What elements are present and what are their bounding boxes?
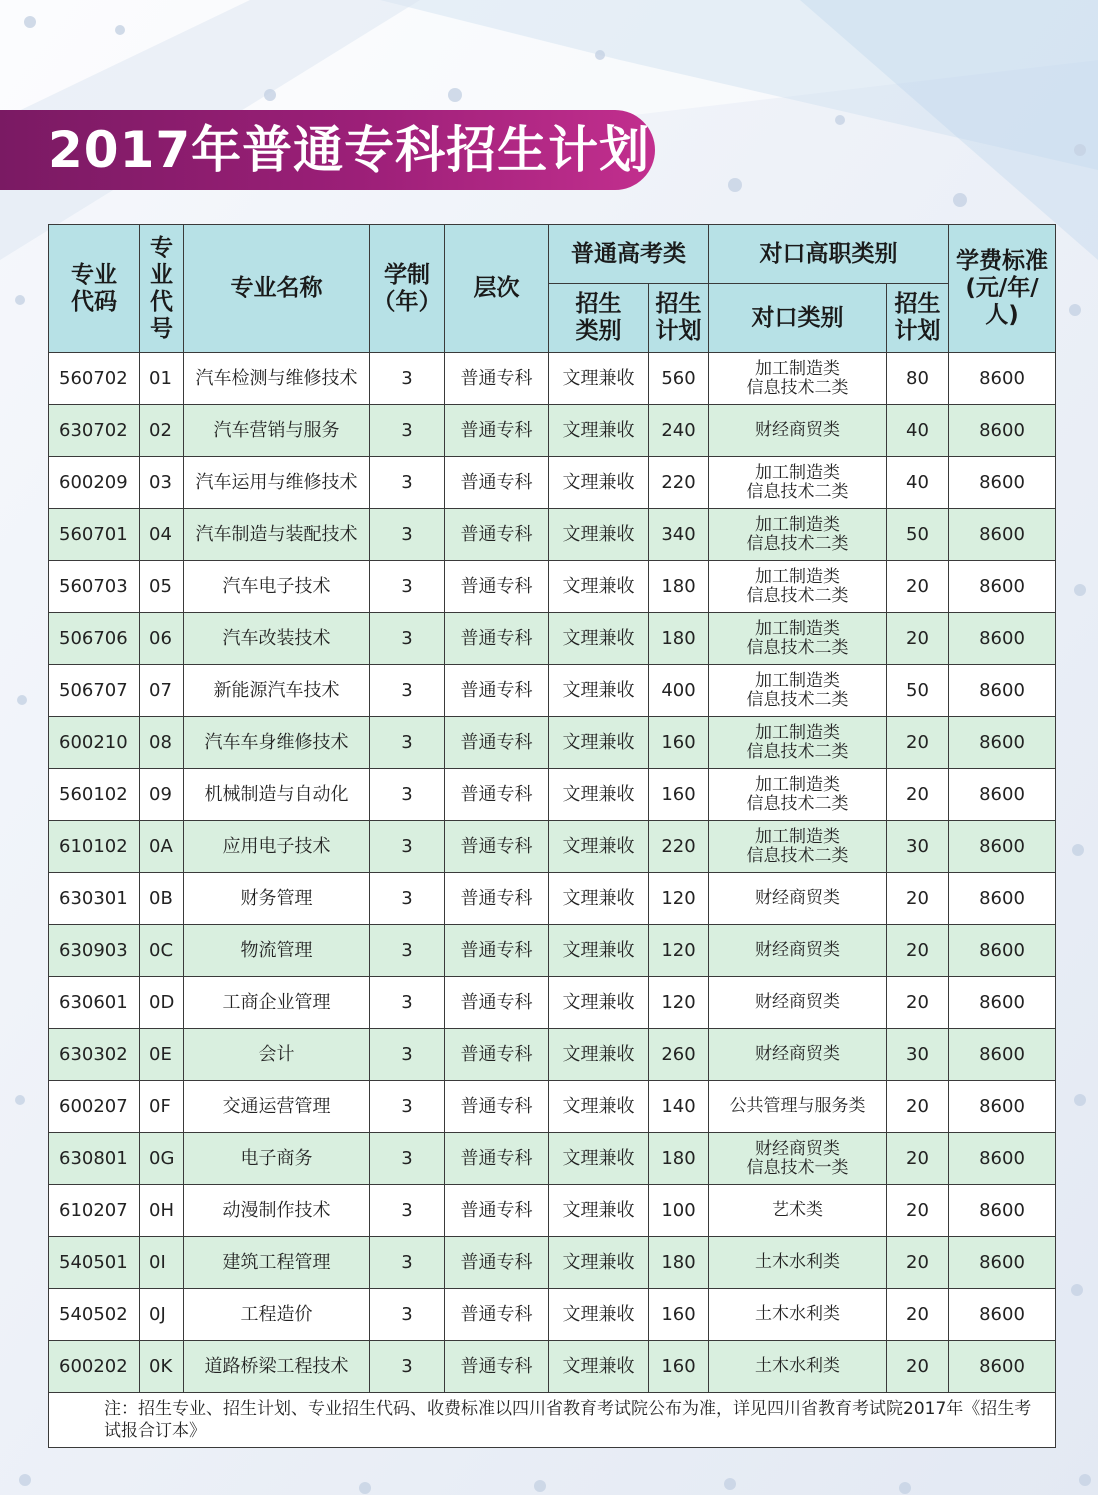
cell-enroll-plan: 400 [649, 665, 709, 717]
table-row [49, 821, 1056, 873]
cell-level: 普通专科 [445, 509, 549, 561]
header-duikou-plan: 招生 计划 [887, 284, 949, 353]
cell-duikou-type [709, 925, 887, 977]
cell-duikou-plan: 50 [887, 665, 949, 717]
cell-major-code: 630702 [49, 405, 140, 457]
header-tuition: 学费标准 (元/年/人) [949, 225, 1056, 353]
cell-level: 普通专科 [445, 405, 549, 457]
cell-duikou-type [709, 1133, 887, 1185]
cell-major-code: 540501 [49, 1237, 140, 1289]
cell-enroll-type: 文理兼收 [549, 821, 649, 873]
cell-enroll-type: 文理兼收 [549, 457, 649, 509]
cell-major-no: 0E [140, 1029, 184, 1081]
cell-duikou-plan: 20 [887, 977, 949, 1029]
duikou-type-line: 艺术类 [772, 1200, 823, 1220]
cell-duikou-type [709, 509, 887, 561]
cell-major-name: 汽车车身维修技术 [184, 717, 370, 769]
table-row [49, 405, 1056, 457]
cell-duikou-plan: 30 [887, 1029, 949, 1081]
cell-duikou-type [709, 613, 887, 665]
cell-duikou-plan: 50 [887, 509, 949, 561]
cell-major-no: 09 [140, 769, 184, 821]
duikou-type-line: 公共管理与服务类 [729, 1096, 866, 1116]
duikou-type-line: 加工制造类 [755, 722, 840, 743]
cell-duikou-plan: 20 [887, 561, 949, 613]
header-enroll-plan: 招生 计划 [649, 284, 709, 353]
cell-major-name: 新能源汽车技术 [184, 665, 370, 717]
header-major-name: 专业名称 [184, 225, 370, 353]
cell-enroll-plan: 160 [649, 769, 709, 821]
cell-duration: 3 [370, 405, 445, 457]
cell-tuition: 8600 [949, 821, 1056, 873]
duikou-type-line: 财经商贸类 [755, 888, 840, 908]
cell-major-name: 汽车检测与维修技术 [184, 353, 370, 405]
cell-level: 普通专科 [445, 717, 549, 769]
cell-enroll-type: 文理兼收 [549, 1133, 649, 1185]
cell-duration: 3 [370, 977, 445, 1029]
cell-major-code: 600210 [49, 717, 140, 769]
cell-level: 普通专科 [445, 821, 549, 873]
cell-duikou-type [709, 353, 887, 405]
duikou-type-line: 信息技术二类 [746, 585, 849, 606]
duikou-type-line: 信息技术二类 [746, 793, 849, 814]
cell-major-name: 应用电子技术 [184, 821, 370, 873]
cell-major-code: 560703 [49, 561, 140, 613]
cell-duration: 3 [370, 1341, 445, 1393]
table-row [49, 561, 1056, 613]
cell-duikou-plan: 20 [887, 613, 949, 665]
duikou-type-line: 加工制造类 [755, 774, 840, 795]
cell-enroll-type: 文理兼收 [549, 925, 649, 977]
cell-duikou-plan: 20 [887, 717, 949, 769]
table-row [49, 613, 1056, 665]
cell-level: 普通专科 [445, 665, 549, 717]
duikou-type-line: 财经商贸类 [755, 1138, 840, 1159]
cell-enroll-plan: 340 [649, 509, 709, 561]
cell-duikou-type [709, 457, 887, 509]
cell-major-code: 600209 [49, 457, 140, 509]
cell-enroll-plan: 240 [649, 405, 709, 457]
cell-major-no: 03 [140, 457, 184, 509]
table-row [49, 977, 1056, 1029]
duikou-type-line: 土木水利类 [755, 1252, 840, 1272]
cell-major-no: 05 [140, 561, 184, 613]
cell-enroll-type: 文理兼收 [549, 613, 649, 665]
cell-enroll-type: 文理兼收 [549, 665, 649, 717]
cell-major-code: 506707 [49, 665, 140, 717]
cell-enroll-type: 文理兼收 [549, 509, 649, 561]
cell-duikou-plan: 20 [887, 1133, 949, 1185]
cell-major-code: 600202 [49, 1341, 140, 1393]
duikou-type-line: 信息技术二类 [746, 845, 849, 866]
cell-tuition: 8600 [949, 665, 1056, 717]
cell-major-no: 02 [140, 405, 184, 457]
cell-major-no: 0G [140, 1133, 184, 1185]
enrollment-plan-table [48, 224, 1056, 1448]
cell-major-code: 540502 [49, 1289, 140, 1341]
duikou-type-line: 加工制造类 [755, 358, 840, 379]
cell-tuition: 8600 [949, 1081, 1056, 1133]
cell-major-code: 560701 [49, 509, 140, 561]
cell-enroll-plan: 180 [649, 613, 709, 665]
cell-major-name: 工程造价 [184, 1289, 370, 1341]
table-row [49, 873, 1056, 925]
duikou-type-line: 财经商贸类 [755, 940, 840, 960]
cell-enroll-plan: 220 [649, 457, 709, 509]
cell-enroll-plan: 260 [649, 1029, 709, 1081]
cell-duikou-type [709, 1029, 887, 1081]
cell-enroll-plan: 160 [649, 717, 709, 769]
duikou-type-line: 财经商贸类 [755, 420, 840, 440]
header-major-no: 专 业 代 号 [140, 225, 184, 353]
cell-major-name: 汽车改装技术 [184, 613, 370, 665]
cell-tuition: 8600 [949, 1029, 1056, 1081]
cell-duration: 3 [370, 457, 445, 509]
cell-level: 普通专科 [445, 353, 549, 405]
cell-level: 普通专科 [445, 1237, 549, 1289]
cell-tuition: 8600 [949, 1237, 1056, 1289]
cell-duikou-plan: 40 [887, 405, 949, 457]
cell-major-name: 汽车运用与维修技术 [184, 457, 370, 509]
duikou-type-line: 信息技术二类 [746, 637, 849, 658]
cell-duikou-plan: 20 [887, 1237, 949, 1289]
cell-enroll-plan: 160 [649, 1341, 709, 1393]
cell-duikou-plan: 30 [887, 821, 949, 873]
cell-level: 普通专科 [445, 1029, 549, 1081]
header-level: 层次 [445, 225, 549, 353]
cell-duikou-type [709, 873, 887, 925]
header-duikou-group: 对口高职类别 [709, 225, 949, 284]
cell-duration: 3 [370, 925, 445, 977]
cell-enroll-type: 文理兼收 [549, 717, 649, 769]
cell-major-name: 工商企业管理 [184, 977, 370, 1029]
cell-duikou-type [709, 665, 887, 717]
cell-enroll-plan: 180 [649, 1237, 709, 1289]
cell-enroll-plan: 220 [649, 821, 709, 873]
duikou-type-line: 信息技术二类 [746, 533, 849, 554]
duikou-type-line: 信息技术二类 [746, 741, 849, 762]
cell-enroll-type: 文理兼收 [549, 1185, 649, 1237]
table-row [49, 1341, 1056, 1393]
page-title: 2017年普通专科招生计划 [48, 121, 651, 179]
cell-duration: 3 [370, 613, 445, 665]
cell-major-name: 建筑工程管理 [184, 1237, 370, 1289]
cell-duikou-type [709, 977, 887, 1029]
table-row [49, 1133, 1056, 1185]
cell-major-no: 0H [140, 1185, 184, 1237]
cell-major-code: 630903 [49, 925, 140, 977]
duikou-type-line: 财经商贸类 [755, 1044, 840, 1064]
cell-tuition: 8600 [949, 1289, 1056, 1341]
cell-enroll-plan: 140 [649, 1081, 709, 1133]
cell-major-name: 交通运营管理 [184, 1081, 370, 1133]
cell-major-code: 630601 [49, 977, 140, 1029]
cell-duration: 3 [370, 873, 445, 925]
cell-duikou-plan: 20 [887, 1185, 949, 1237]
table-row [49, 1185, 1056, 1237]
cell-major-name: 汽车制造与装配技术 [184, 509, 370, 561]
cell-duikou-type [709, 561, 887, 613]
cell-enroll-type: 文理兼收 [549, 561, 649, 613]
cell-duikou-type [709, 405, 887, 457]
cell-level: 普通专科 [445, 457, 549, 509]
cell-major-code: 560702 [49, 353, 140, 405]
duikou-type-line: 加工制造类 [755, 514, 840, 535]
header-duikou-type: 对口类别 [709, 284, 887, 353]
header-major-code: 专业 代码 [49, 225, 140, 353]
cell-tuition: 8600 [949, 561, 1056, 613]
cell-tuition: 8600 [949, 769, 1056, 821]
cell-enroll-plan: 160 [649, 1289, 709, 1341]
cell-level: 普通专科 [445, 1289, 549, 1341]
cell-level: 普通专科 [445, 613, 549, 665]
duikou-type-line: 加工制造类 [755, 618, 840, 639]
cell-major-name: 汽车电子技术 [184, 561, 370, 613]
cell-duration: 3 [370, 821, 445, 873]
cell-duikou-plan: 80 [887, 353, 949, 405]
cell-level: 普通专科 [445, 977, 549, 1029]
cell-major-no: 0K [140, 1341, 184, 1393]
duikou-type-line: 加工制造类 [755, 670, 840, 691]
table-row [49, 717, 1056, 769]
cell-duration: 3 [370, 561, 445, 613]
duikou-type-line: 信息技术一类 [746, 1157, 849, 1178]
cell-enroll-type: 文理兼收 [549, 353, 649, 405]
cell-major-name: 电子商务 [184, 1133, 370, 1185]
cell-major-no: 0I [140, 1237, 184, 1289]
cell-duikou-plan: 20 [887, 873, 949, 925]
cell-major-name: 道路桥梁工程技术 [184, 1341, 370, 1393]
cell-duikou-plan: 40 [887, 457, 949, 509]
cell-major-no: 07 [140, 665, 184, 717]
cell-major-name: 物流管理 [184, 925, 370, 977]
footnote: 注：招生专业、招生计划、专业招生代码、收费标准以四川省教育考试院公布为准，详见四川省教育考试院2017年《招生考试报合订本》 [49, 1393, 1056, 1448]
duikou-type-line: 财经商贸类 [755, 992, 840, 1012]
cell-enroll-type: 文理兼收 [549, 1237, 649, 1289]
cell-enroll-plan: 100 [649, 1185, 709, 1237]
table-body [49, 353, 1056, 1393]
cell-level: 普通专科 [445, 1341, 549, 1393]
cell-level: 普通专科 [445, 873, 549, 925]
cell-major-no: 0B [140, 873, 184, 925]
cell-tuition: 8600 [949, 457, 1056, 509]
cell-tuition: 8600 [949, 873, 1056, 925]
cell-enroll-plan: 560 [649, 353, 709, 405]
cell-level: 普通专科 [445, 1185, 549, 1237]
table-row [49, 665, 1056, 717]
cell-duikou-type [709, 769, 887, 821]
cell-level: 普通专科 [445, 1081, 549, 1133]
table-row [49, 1081, 1056, 1133]
cell-tuition: 8600 [949, 1185, 1056, 1237]
cell-level: 普通专科 [445, 561, 549, 613]
cell-duikou-plan: 20 [887, 1081, 949, 1133]
cell-major-name: 财务管理 [184, 873, 370, 925]
table-row [49, 1237, 1056, 1289]
cell-enroll-plan: 120 [649, 977, 709, 1029]
cell-duration: 3 [370, 1133, 445, 1185]
cell-major-no: 01 [140, 353, 184, 405]
cell-duikou-type [709, 1237, 887, 1289]
cell-duration: 3 [370, 1029, 445, 1081]
cell-major-no: 0C [140, 925, 184, 977]
cell-tuition: 8600 [949, 405, 1056, 457]
cell-duration: 3 [370, 1081, 445, 1133]
cell-duration: 3 [370, 769, 445, 821]
duikou-type-line: 加工制造类 [755, 826, 840, 847]
cell-major-code: 600207 [49, 1081, 140, 1133]
cell-duration: 3 [370, 509, 445, 561]
cell-level: 普通专科 [445, 1133, 549, 1185]
cell-major-name: 汽车营销与服务 [184, 405, 370, 457]
cell-duikou-plan: 20 [887, 1289, 949, 1341]
table-row [49, 509, 1056, 561]
table-row [49, 925, 1056, 977]
cell-duikou-type [709, 1081, 887, 1133]
table-header [49, 225, 1056, 353]
cell-enroll-plan: 120 [649, 925, 709, 977]
cell-enroll-plan: 180 [649, 1133, 709, 1185]
cell-major-code: 610207 [49, 1185, 140, 1237]
cell-major-no: 0A [140, 821, 184, 873]
cell-enroll-type: 文理兼收 [549, 1081, 649, 1133]
cell-enroll-type: 文理兼收 [549, 769, 649, 821]
cell-duikou-plan: 20 [887, 1341, 949, 1393]
duikou-type-line: 土木水利类 [755, 1356, 840, 1376]
cell-tuition: 8600 [949, 509, 1056, 561]
duikou-type-line: 加工制造类 [755, 462, 840, 483]
cell-major-name: 动漫制作技术 [184, 1185, 370, 1237]
header-gaokao-group: 普通高考类 [549, 225, 709, 284]
cell-tuition: 8600 [949, 925, 1056, 977]
cell-duikou-type [709, 1289, 887, 1341]
cell-enroll-plan: 120 [649, 873, 709, 925]
cell-duration: 3 [370, 717, 445, 769]
table-row [49, 1029, 1056, 1081]
cell-tuition: 8600 [949, 977, 1056, 1029]
cell-major-code: 610102 [49, 821, 140, 873]
cell-major-code: 630801 [49, 1133, 140, 1185]
cell-major-code: 506706 [49, 613, 140, 665]
cell-duikou-plan: 20 [887, 769, 949, 821]
cell-major-no: 06 [140, 613, 184, 665]
cell-major-code: 560102 [49, 769, 140, 821]
cell-level: 普通专科 [445, 925, 549, 977]
cell-major-name: 会计 [184, 1029, 370, 1081]
cell-duikou-type [709, 1185, 887, 1237]
table-row [49, 457, 1056, 509]
cell-major-no: 0D [140, 977, 184, 1029]
cell-tuition: 8600 [949, 613, 1056, 665]
cell-level: 普通专科 [445, 769, 549, 821]
table-row [49, 353, 1056, 405]
cell-enroll-type: 文理兼收 [549, 1029, 649, 1081]
cell-tuition: 8600 [949, 1341, 1056, 1393]
cell-enroll-type: 文理兼收 [549, 405, 649, 457]
cell-duikou-plan: 20 [887, 925, 949, 977]
cell-enroll-type: 文理兼收 [549, 1341, 649, 1393]
cell-duration: 3 [370, 665, 445, 717]
cell-major-no: 08 [140, 717, 184, 769]
cell-enroll-type: 文理兼收 [549, 1289, 649, 1341]
cell-duration: 3 [370, 1289, 445, 1341]
cell-duikou-type [709, 1341, 887, 1393]
cell-duikou-type [709, 717, 887, 769]
cell-enroll-type: 文理兼收 [549, 873, 649, 925]
cell-duration: 3 [370, 1237, 445, 1289]
cell-enroll-type: 文理兼收 [549, 977, 649, 1029]
cell-duration: 3 [370, 353, 445, 405]
cell-major-code: 630301 [49, 873, 140, 925]
cell-major-no: 0J [140, 1289, 184, 1341]
cell-major-no: 04 [140, 509, 184, 561]
cell-enroll-plan: 180 [649, 561, 709, 613]
duikou-type-line: 信息技术二类 [746, 689, 849, 710]
header-duration: 学制 （年） [370, 225, 445, 353]
duikou-type-line: 信息技术二类 [746, 377, 849, 398]
header-enroll-type: 招生 类别 [549, 284, 649, 353]
cell-major-code: 630302 [49, 1029, 140, 1081]
cell-tuition: 8600 [949, 1133, 1056, 1185]
table-row [49, 1289, 1056, 1341]
duikou-type-line: 加工制造类 [755, 566, 840, 587]
duikou-type-line: 信息技术二类 [746, 481, 849, 502]
table-row [49, 769, 1056, 821]
cell-tuition: 8600 [949, 717, 1056, 769]
cell-major-name: 机械制造与自动化 [184, 769, 370, 821]
duikou-type-line: 土木水利类 [755, 1304, 840, 1324]
cell-duration: 3 [370, 1185, 445, 1237]
cell-tuition: 8600 [949, 353, 1056, 405]
cell-major-no: 0F [140, 1081, 184, 1133]
cell-duikou-type [709, 821, 887, 873]
